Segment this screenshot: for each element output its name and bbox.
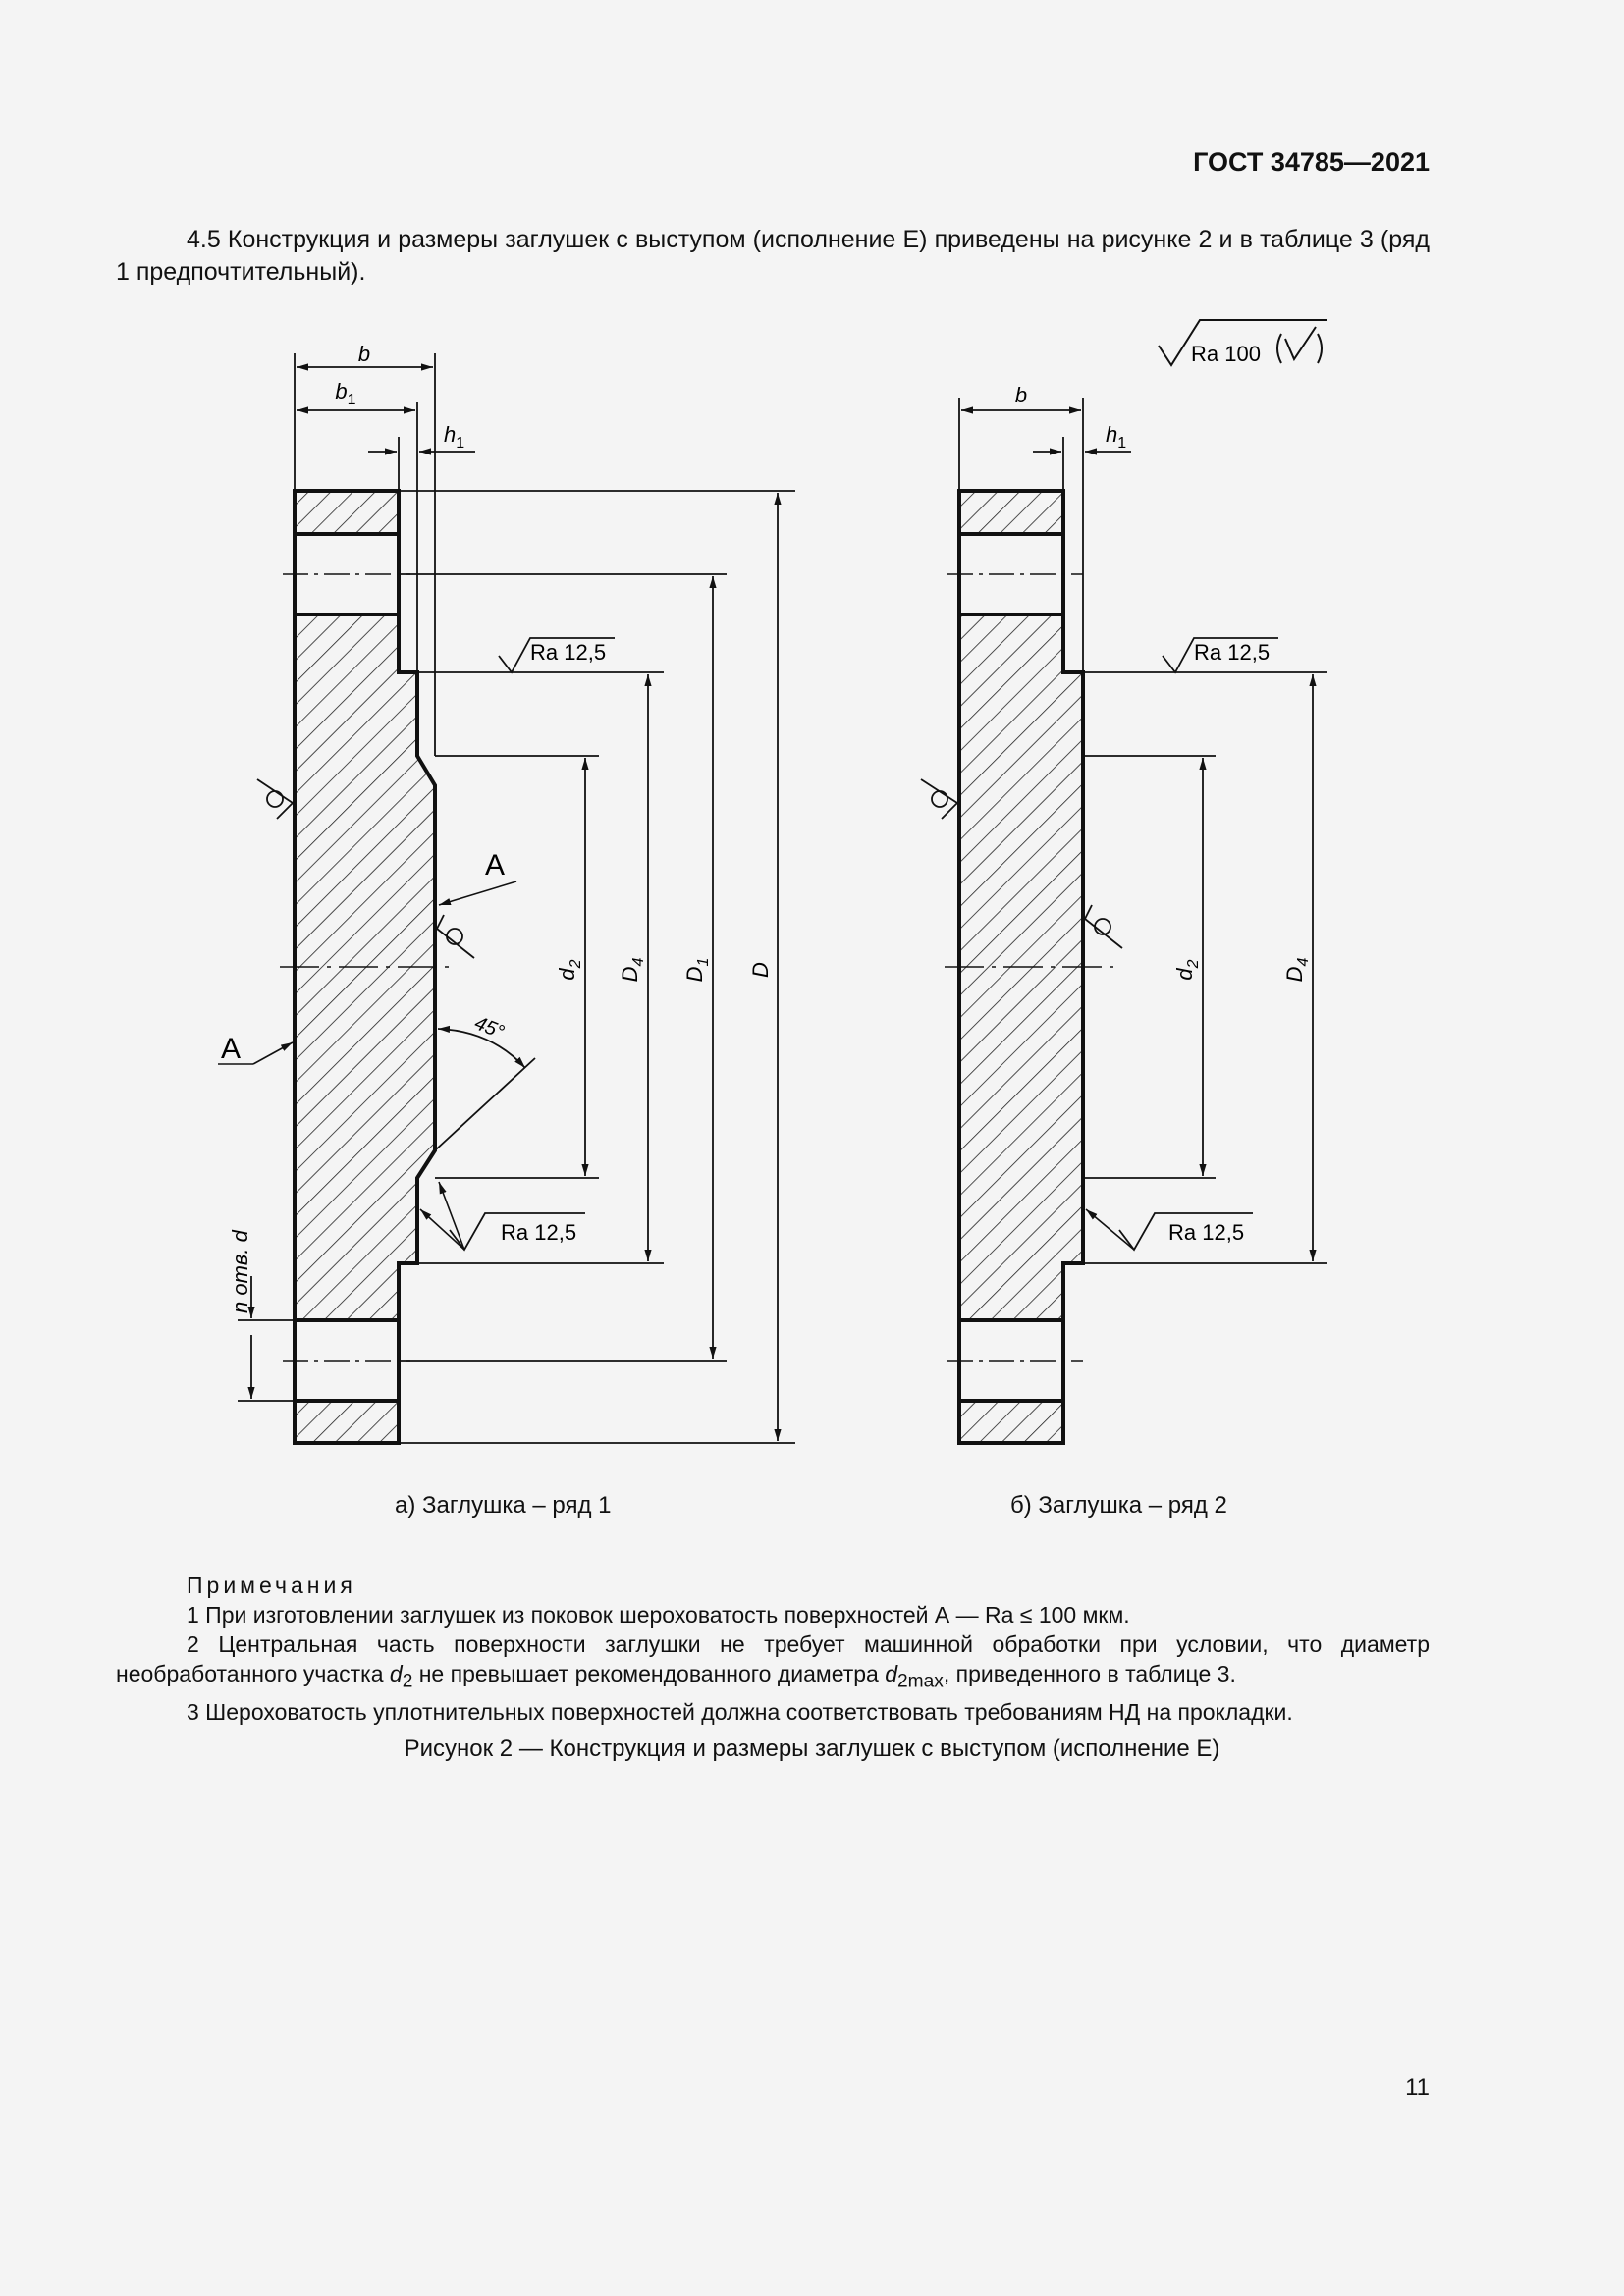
surface-symbol-right-a [437,915,474,958]
dim-d2-a: d [555,968,579,981]
notes [116,1571,1430,1727]
note-2: 2 Центральная часть поверхности заглушки не требует машинной обработки при условии, что диаметр необработанного участка $d_2$ не превышает рекомендованного диаметра $d_{2max}$, приведенного в таблице 3. [116,1631,1430,1692]
figure-caption: Рисунок 2 — Конструкция и размеры заглушек с выступом (исполнение Е) [404,1735,1220,1762]
roughness-b-top: Ra 12,5 [1194,640,1271,665]
dim-b-a: b [357,342,371,366]
roughness-b-bottom: Ra 12,5 [1168,1220,1245,1245]
svg-text:h1: $h_1$ [444,422,465,452]
svg-text:D4: $D_4$ [618,957,647,983]
note-3: 3 Шероховатость уплотнительных поверхностей должна соответствовать требованиям НД на прокладки. [187,1698,1293,1725]
svg-text:D1: $D_1$ [682,957,712,983]
caption-b: б) Заглушка – ряд 2 [1010,1492,1227,1519]
svg-text:h1: $h_1$ [1106,422,1127,452]
dim-b-b: b [1014,383,1028,407]
angle-label: 45° [471,1012,508,1043]
dim-D4-a: D [618,966,642,983]
svg-text:D4: $D_4$ [1282,957,1312,983]
dim-h1-a: h [444,422,457,447]
roughness-a-top: Ra 12,5 [530,640,607,665]
svg-text:b1: $b_1$ [335,379,356,408]
section-a-left: A [221,1033,242,1065]
surface-symbol-right-b [1085,905,1122,948]
caption-a: а) Заглушка – ряд 1 [395,1492,612,1519]
svg-text:d2: $d_2$ [555,959,584,981]
svg-text:d2: $d_2$ [1172,959,1202,981]
view-a [218,342,795,1443]
notes-title: Примечания [187,1573,356,1598]
surface-symbol-left-a [257,779,293,819]
section-a-right: A [485,849,506,881]
document-id: ГОСТ 34785—2021 [1193,147,1430,177]
general-roughness-mark [1159,320,1327,366]
page-number: 11 [1405,2074,1430,2101]
roughness-a-bottom: Ra 12,5 [501,1220,577,1245]
view-b [921,383,1327,1443]
note-1: 1 При изготовлении заглушек из поковок шероховатость поверхностей А — Ra ≤ 100 мкм. [187,1602,1130,1628]
surface-symbol-left-b [921,779,957,819]
dim-b1-a: b [335,379,348,403]
dim-h1-b: h [1106,422,1118,447]
holes-label: n отв. d [228,1230,252,1313]
dim-D-a: D [748,962,773,978]
intro-paragraph: 4.5 Конструкция и размеры заглушек с выступом (исполнение Е) приведены на рисунке 2 и в таблице 3 (ряд 1 предпочтительный). [116,226,1430,286]
general-roughness-text: Ra 100 [1191,342,1261,366]
dim-D1-a: D [682,966,707,983]
dim-D4-b: D [1282,966,1307,983]
dim-d2-b: d [1172,968,1197,981]
